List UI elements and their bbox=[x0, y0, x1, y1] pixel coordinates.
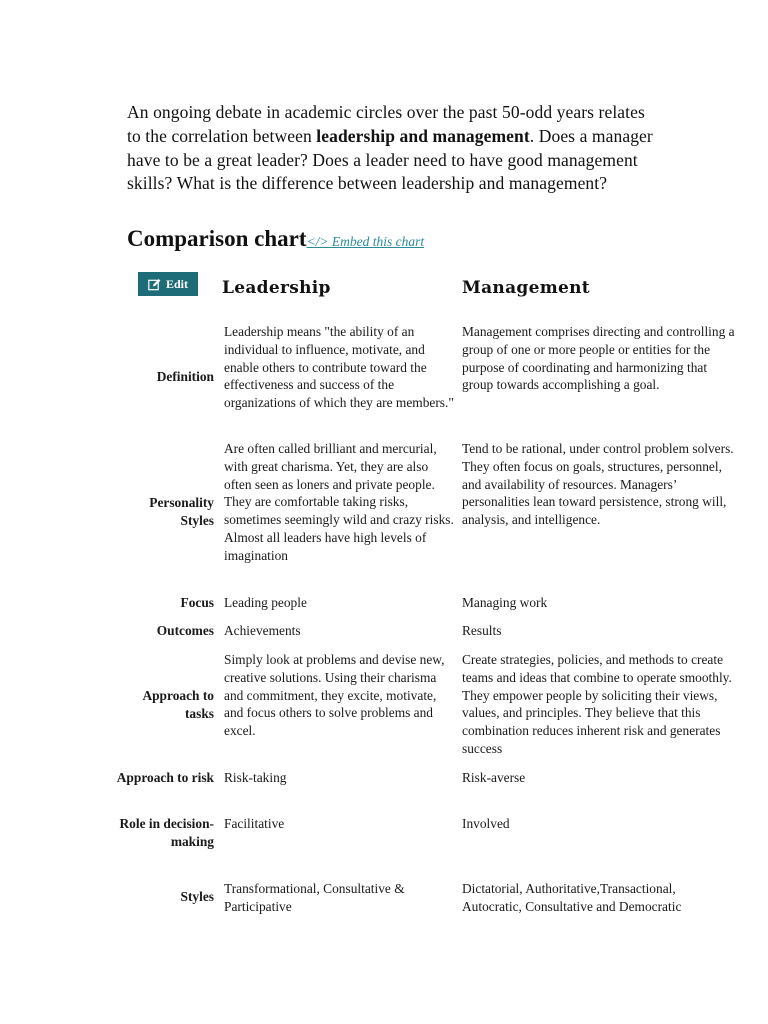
cell-management-focus: Managing work bbox=[462, 595, 548, 610]
cell-leadership-styles: Transformational, Consultative & Participative bbox=[224, 881, 405, 914]
intro-bold-text: leadership and management bbox=[316, 125, 530, 146]
row-label-styles: Styles bbox=[180, 889, 214, 904]
cell-leadership-personality-styles: Are often called brilliant and mercurial, with great charisma. Yet, they are also often seen as loners and private people. They are comfortable taking risks, sometimes seemingly wild and crazy risks. Almost all leaders have high levels of imagination bbox=[224, 441, 454, 563]
cell-leadership-approach-to-tasks: Simply look at problems and devise new, creative solutions. Using their charisma and commitment, they excite, motivate, and focus others to solve problems and excel. bbox=[224, 652, 445, 739]
embed-chart-link[interactable]: </> Embed this chart bbox=[306, 234, 425, 249]
edit-button[interactable] bbox=[138, 272, 198, 296]
row-label-outcomes: Outcomes bbox=[156, 623, 214, 638]
cell-leadership-focus: Leading people bbox=[224, 595, 307, 610]
cell-management-definition: Management comprises directing and controlling a group of one or more people or entities for the purpose of coordinating and harmonizing that group towards accomplishing a goal. bbox=[462, 324, 735, 393]
cell-leadership-approach-to-risk: Risk-taking bbox=[224, 770, 287, 785]
row-label-role-in-decision-making: Role in decision-making bbox=[119, 816, 214, 849]
row-label-focus: Focus bbox=[180, 595, 214, 610]
column-header-management: Management bbox=[462, 278, 590, 298]
cell-management-role-in-decision-making: Involved bbox=[462, 816, 510, 831]
row-label-personality-styles: Personality Styles bbox=[149, 495, 214, 528]
cell-leadership-definition: Leadership means "the ability of an individual to influence, motivate, and enable others to contribute toward the effectiveness and success of the organizations of which they are members." bbox=[224, 324, 454, 411]
cell-leadership-role-in-decision-making: Facilitative bbox=[224, 816, 285, 831]
intro-text-2: . Does a manager have to be a great leader? Does a leader need to have good management skills? What is the difference between leadership and management? bbox=[127, 125, 653, 194]
row-label-definition: Definition bbox=[156, 369, 214, 384]
cell-management-personality-styles: Tend to be rational, under control problem solvers. They often focus on goals, structures, personnel, and availability of resources. Managers’ personalities lean toward persistence, strong will, analysis, and intelligence. bbox=[462, 441, 734, 528]
cell-management-approach-to-tasks: Create strategies, policies, and methods to create teams and ideas that combine to operate smoothly. They empower people by soliciting their views, values, and principles. They believe that this combination reduces inherent risk and generates success bbox=[462, 652, 732, 756]
cell-leadership-outcomes: Achievements bbox=[224, 623, 301, 638]
edit-icon bbox=[148, 278, 161, 291]
chart-title: Comparison chart bbox=[127, 226, 307, 251]
comparison-chart-heading bbox=[127, 226, 424, 252]
intro-paragraph bbox=[127, 101, 657, 196]
row-label-approach-to-tasks: Approach to tasks bbox=[142, 688, 214, 721]
edit-button-label: Edit bbox=[165, 276, 188, 291]
cell-management-styles: Dictatorial, Authoritative,Transactional, Autocratic, Consultative and Democratic bbox=[462, 881, 682, 914]
column-header-leadership: Leadership bbox=[222, 278, 331, 298]
intro-text-1: An ongoing debate in academic circles over the past 50-odd years relates to the correlation between bbox=[127, 102, 645, 146]
row-label-approach-to-risk: Approach to risk bbox=[116, 770, 214, 785]
cell-management-outcomes: Results bbox=[462, 623, 502, 638]
cell-management-approach-to-risk: Risk-averse bbox=[462, 770, 526, 785]
